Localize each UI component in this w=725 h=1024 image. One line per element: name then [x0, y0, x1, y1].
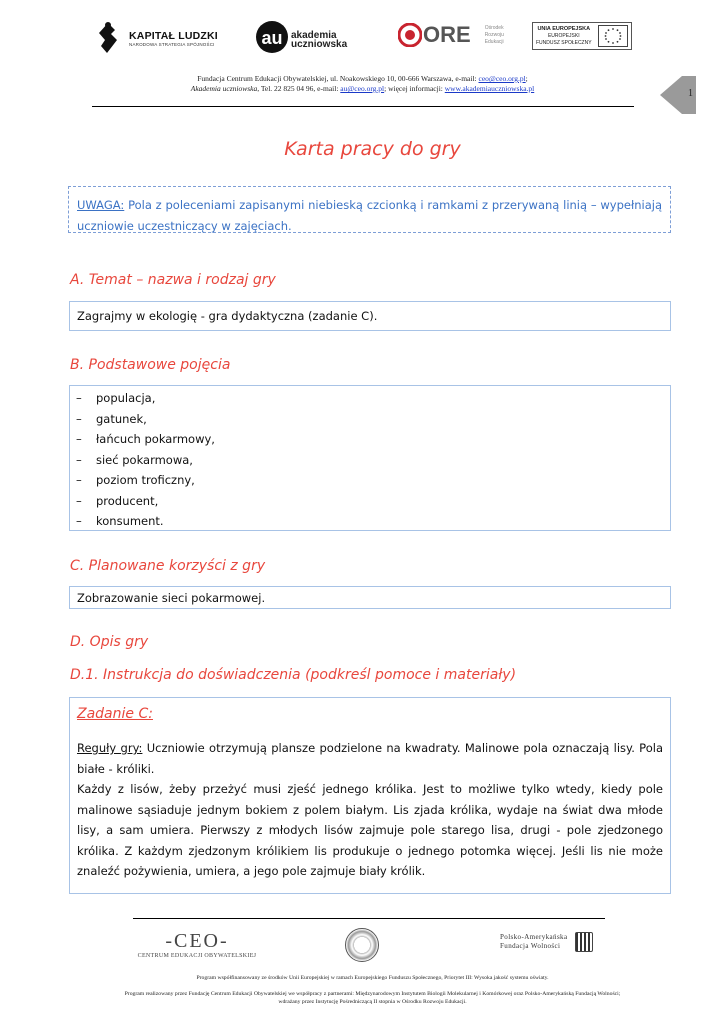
akademia-uczniowska-logo [255, 20, 347, 54]
list-dash: – [76, 473, 82, 487]
ceo-logo [135, 930, 259, 959]
address-line-1-end: ; [525, 74, 528, 83]
footer-note-2: Program realizowany przez Fundację Centrum Edukacji Obywatelskiej we współpracy z partnerami: Międzynarodowym Instytutem Biologii Molekularnej i Komórkowej oraz Polsko-Amerykańską Fundacją Wolności; [124, 991, 621, 997]
section-c-box [69, 586, 671, 609]
address-block [90, 74, 635, 94]
footer-note-1: Program współfinansowany ze środków Unii Europejskiej w ramach Europejskiego Funduszu Społecznego, Priorytet III: Wysoka jakość systemu oświaty. [196, 975, 549, 981]
footer-divider [133, 918, 605, 919]
iimcb-seal-icon [345, 928, 379, 962]
address-line-1 [90, 74, 635, 84]
section-a-content: Zagrajmy w ekologię - gra dydaktyczna (zadanie C). [77, 309, 378, 323]
kapital-ludzki-title: KAPITAŁ LUDZKI [129, 29, 218, 42]
section-d1-heading: D.1. Instrukcja do doświadczenia (podkreśl pomoce i materiały) [70, 667, 517, 683]
paf-line-1: Polsko-Amerykańska [500, 933, 568, 941]
list-item [70, 511, 670, 532]
paf-emblem-icon [575, 932, 593, 952]
concepts-list [70, 388, 670, 532]
section-b-heading: B. Podstawowe pojęcia [70, 357, 231, 373]
task-rules [77, 738, 663, 779]
eu-sub-2: FUNDUSZ SPOŁECZNY [536, 39, 592, 46]
list-item-text: gatunek, [96, 411, 147, 426]
section-b-box [69, 385, 671, 531]
eu-flag-icon [598, 25, 628, 47]
section-c-heading: C. Planowane korzyści z gry [70, 558, 266, 574]
akademia-line2: uczniowska [291, 39, 348, 50]
notice-text: Pola z poleceniami zapisanymi niebieską czcionką i ramkami z przerywaną linią – wypełniają uczniowie uczestniczący w zajęciach. [77, 198, 662, 233]
address-line-1-text: Fundacja Centrum Edukacji Obywatelskiej, ul. Noakowskiego 10, 00-666 Warszawa, e-mail: [197, 74, 479, 83]
address-line-2-text2: ; więcej informacji: [384, 84, 445, 93]
paf-logo [500, 932, 593, 952]
task-box [69, 697, 671, 894]
address-org: Akademia uczniowska [190, 84, 258, 93]
ore-logo [398, 22, 504, 48]
list-item [70, 409, 670, 430]
kapital-ludzki-emblem-icon [95, 20, 121, 56]
paf-line-2: Fundacja Wolności [500, 942, 561, 950]
notice-box [68, 186, 671, 233]
list-item-text: poziom troficzny, [96, 473, 195, 487]
ore-sub-2: Rozwoju [484, 31, 504, 38]
eu-title: UNIA EUROPEJSKA [537, 25, 591, 32]
section-d-heading: D. Opis gry [70, 634, 149, 650]
list-dash: – [76, 411, 82, 426]
list-item-text: producent, [96, 493, 159, 508]
address-line-2-text: , Tel. 22 825 04 96, e-mail: [257, 84, 341, 93]
eu-logo [532, 22, 632, 50]
page-title: Karta pracy do gry [284, 138, 461, 160]
address-line-2 [90, 84, 635, 94]
list-dash: – [76, 432, 82, 446]
list-dash: – [76, 391, 82, 405]
ceo-email-link[interactable]: ceo@ceo.org.pl [478, 74, 526, 83]
kapital-ludzki-logo [95, 20, 218, 56]
list-item-text: łańcuch pokarmowy, [96, 432, 215, 446]
list-item [70, 450, 670, 471]
svg-text:au: au [261, 28, 283, 48]
ore-sub-1: Ośrodek [484, 24, 504, 31]
website-link[interactable]: www.akademiauczniowska.pl [444, 84, 535, 93]
ceo-logo-small: CENTRUM EDUKACJI OBYWATELSKIEJ [137, 953, 257, 959]
ore-title: ORE [423, 22, 471, 47]
footer-note-3: wdrażany przez Instytucję Pośredniczącą II stopnia w Ośrodku Rozwoju Edukacji. [278, 999, 467, 1005]
list-item-text: konsument. [96, 514, 164, 528]
header-divider [92, 106, 634, 107]
ore-sub-3: Edukacji [484, 38, 504, 45]
list-item [70, 470, 670, 491]
section-a-box [69, 301, 671, 331]
task-title: Zadanie C: [77, 706, 153, 722]
list-dash: – [76, 493, 82, 508]
ore-emblem-icon [398, 23, 422, 47]
akademia-uczniowska-emblem-icon [255, 20, 289, 54]
rules-label: Reguły gry: [77, 741, 143, 755]
page-number: 1 [688, 88, 693, 99]
list-item-text: populacja, [96, 391, 156, 405]
kapital-ludzki-subtitle: NARODOWA STRATEGIA SPÓJNOŚCI [129, 41, 215, 47]
list-item [70, 491, 670, 512]
list-dash: – [76, 452, 82, 467]
ceo-logo-big: -CEO- [165, 930, 229, 952]
notice-label: UWAGA: [77, 198, 125, 212]
list-item-text: sieć pokarmowa, [96, 452, 193, 467]
akademia-line1: akademia [291, 30, 337, 41]
au-email-link[interactable]: au@ceo.org.pl [340, 84, 385, 93]
section-a-heading: A. Temat – nazwa i rodzaj gry [70, 272, 276, 288]
list-item [70, 388, 670, 409]
task-paragraph: Każdy z lisów, żeby przeżyć musi zjeść jednego królika. Jest to możliwe tylko wtedy, kiedy pole malinowe sąsiaduje jednym bokiem z polem białym. Lis zjada królika, wydaje na świat dwa młode lisy, a sam umiera. Pierwszy z młodych lisów zajmuje pole starego lisa, drugi - pole zjedzonego królika. Z każdym zjedzonym królikiem lis produkuje o jednego potomka więcej. Jeśli lis nie może znaleźć pożywienia, umiera, a jego pole zajmuje biały królik. [77, 782, 663, 878]
eu-sub-1: EUROPEJSKI [547, 32, 580, 39]
rules-text: Uczniowie otrzymują plansze podzielone na kwadraty. Malinowe pola oznaczają lisy. Pola białe - króliki. [77, 741, 663, 776]
list-dash: – [76, 514, 82, 528]
list-item [70, 429, 670, 450]
section-c-content: Zobrazowanie sieci pokarmowej. [77, 591, 266, 605]
